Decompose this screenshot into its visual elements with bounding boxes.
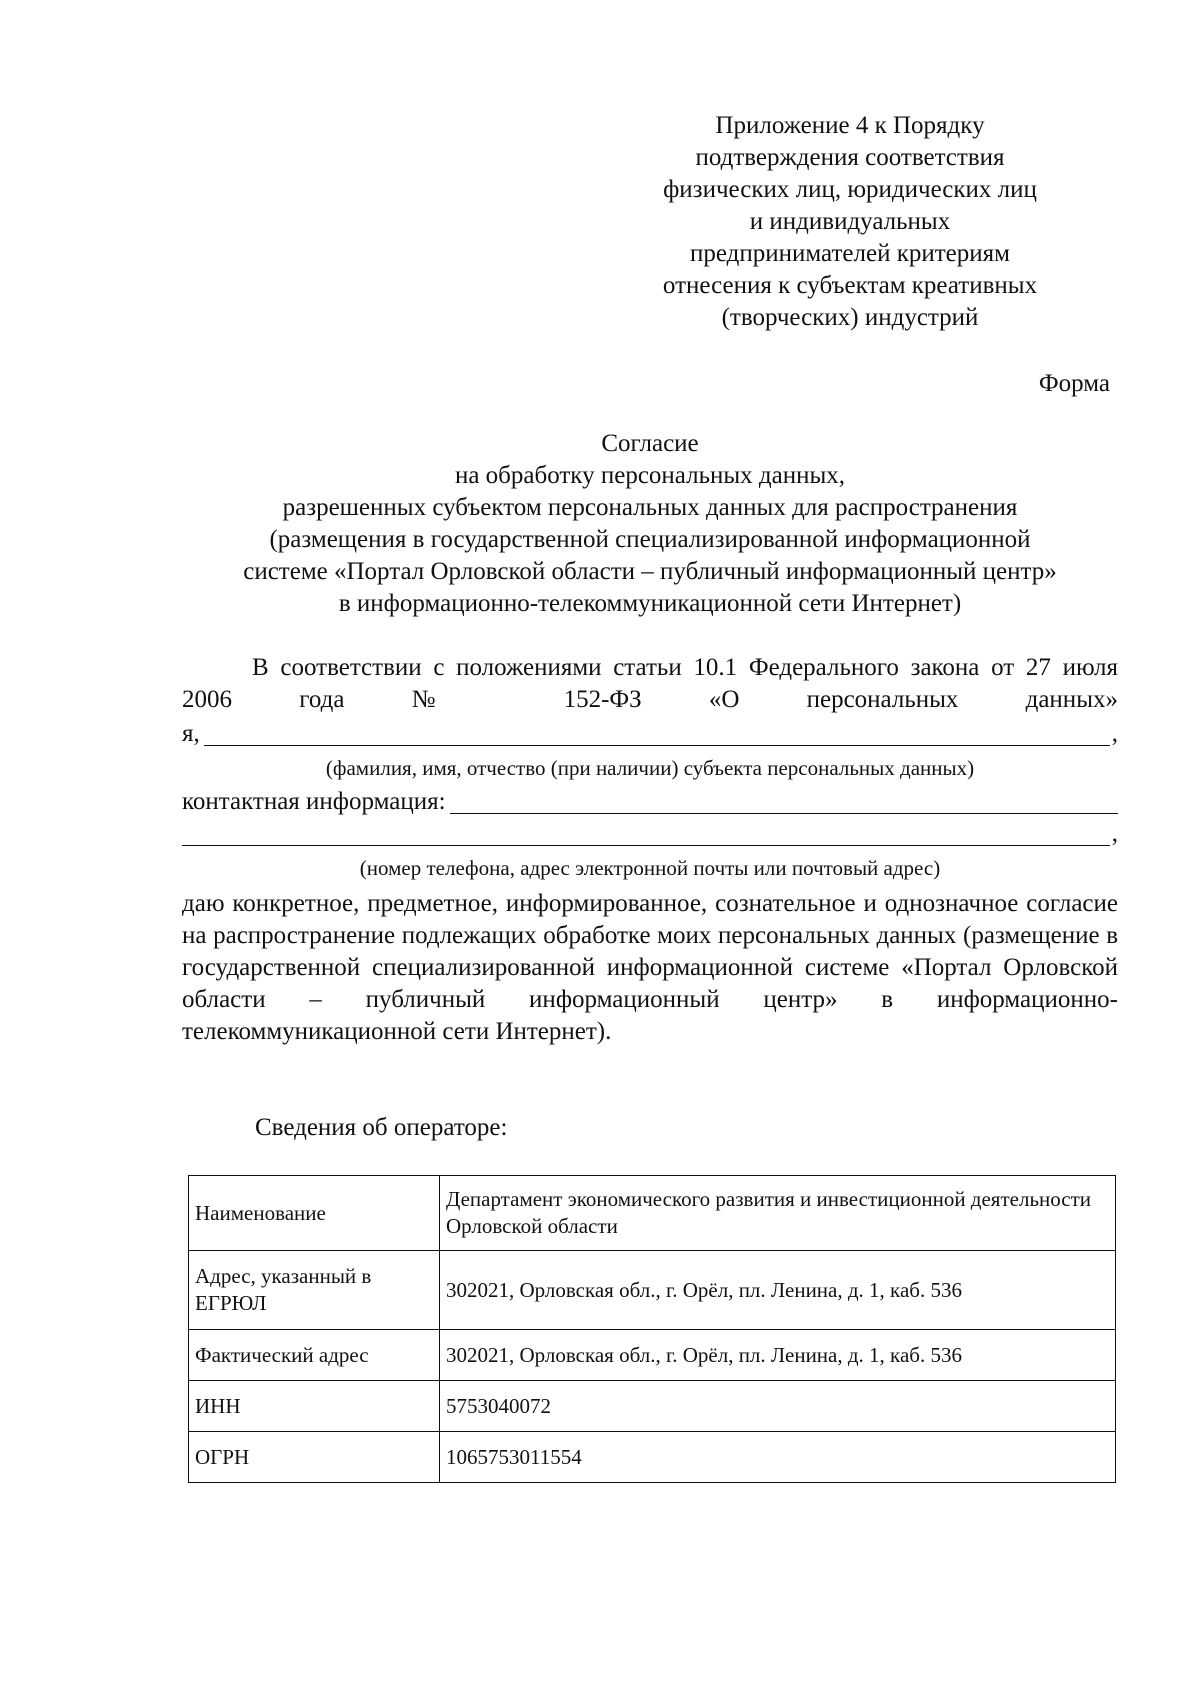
title-line: в информационно-телекоммуникационной сети Интернет) xyxy=(338,590,962,617)
table-row xyxy=(189,1251,1116,1330)
appendix-line: Приложение 4 к Порядку xyxy=(715,112,985,139)
name-field-line[interactable] xyxy=(204,723,1110,746)
table-key: Фактический адрес xyxy=(189,1330,440,1381)
form-label: Форма xyxy=(1038,370,1110,397)
contact-field-line[interactable] xyxy=(450,791,1118,814)
table-value: 302021, Орловская обл., г. Орёл, пл. Ленина, д. 1, каб. 536 xyxy=(440,1251,1116,1330)
operator-heading: Сведения об операторе: xyxy=(255,1114,508,1141)
contact-field-suffix: , xyxy=(1111,820,1118,847)
law-paragraph xyxy=(182,652,1118,716)
table-value: 302021, Орловская обл., г. Орёл, пл. Ленина, д. 1, каб. 536 xyxy=(440,1330,1116,1381)
contact-field-line-2[interactable] xyxy=(182,823,1110,846)
contact-field-row xyxy=(182,786,1118,818)
table-row xyxy=(189,1381,1116,1432)
law-paragraph-text: В соответствии с положениями статьи 10.1 Федерального закона от 27 июля 2006 года № 152-ФЗ «О персональных данных» xyxy=(182,654,1118,713)
appendix-line: (творческих) индустрий xyxy=(721,304,979,331)
appendix-line: предпринимателей критериям xyxy=(690,240,1010,267)
consent-paragraph: даю конкретное, предметное, информированное, сознательное и однозначное согласие на распространение подлежащих обработке моих персональных данных (размещение в государственной специализированной информационной системе «Портал Орловской области – публичный информационный центр» в информационно-телекоммуникационной сети Интернет). xyxy=(182,890,1118,1045)
table-key: Наименование xyxy=(189,1176,440,1251)
operator-table xyxy=(188,1175,1116,1483)
table-row xyxy=(189,1330,1116,1381)
table-value: 5753040072 xyxy=(440,1381,1116,1432)
name-field-suffix: , xyxy=(1111,720,1118,747)
table-value: Департамент экономического развития и инвестиционной деятельности Орловской области xyxy=(440,1176,1116,1251)
document-title xyxy=(180,428,1120,620)
contact-field-row-2 xyxy=(182,818,1118,850)
title-line: Согласие xyxy=(601,430,699,457)
table-key: ОГРН xyxy=(189,1432,440,1483)
table-key: ИНН xyxy=(189,1381,440,1432)
table-row xyxy=(189,1432,1116,1483)
appendix-line: физических лиц, юридических лиц xyxy=(663,176,1037,203)
title-line: на обработку персональных данных, xyxy=(454,462,846,489)
appendix-line: отнесения к субъектам креативных xyxy=(662,272,1038,299)
name-field-row xyxy=(182,718,1118,750)
contact-field-label: контактная информация: xyxy=(182,788,446,815)
table-row xyxy=(189,1176,1116,1251)
appendix-reference xyxy=(650,110,1050,334)
table-key: Адрес, указанный в ЕГРЮЛ xyxy=(189,1251,440,1330)
appendix-line: и индивидуальных xyxy=(749,208,951,235)
name-field-hint: (фамилия, имя, отчество (при наличии) субъекта персональных данных) xyxy=(325,756,975,780)
title-line: разрешенных субъектом персональных данных для распространения xyxy=(282,494,1018,521)
title-line: системе «Портал Орловской области – публичный информационный центр» xyxy=(243,558,1057,585)
contact-field-hint: (номер телефона, адрес электронной почты или почтовый адрес) xyxy=(359,856,941,880)
table-value: 1065753011554 xyxy=(440,1432,1116,1483)
appendix-line: подтверждения соответствия xyxy=(695,144,1005,171)
name-field-prefix: я, xyxy=(182,720,200,747)
title-line: (размещения в государственной специализированной информационной xyxy=(269,526,1031,553)
